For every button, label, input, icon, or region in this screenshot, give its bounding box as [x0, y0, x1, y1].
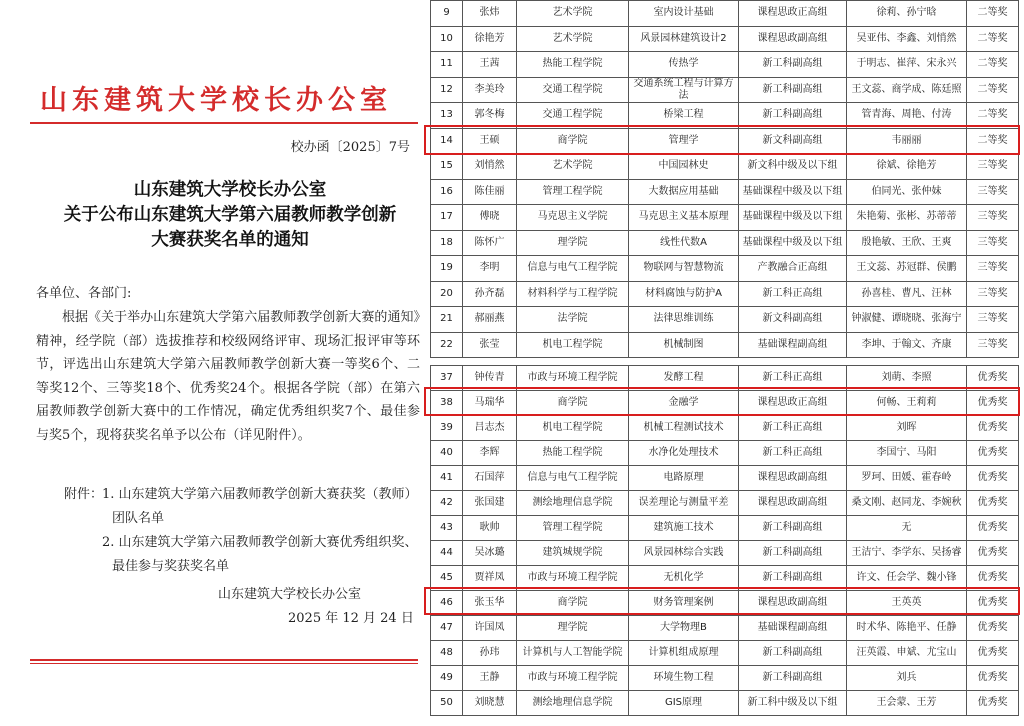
- cell-college: 市政与环境工程学院: [517, 366, 629, 391]
- table-row: [431, 307, 1019, 333]
- cell-college: 马克思主义学院: [517, 205, 629, 231]
- cell-college: 管理工程学院: [517, 516, 629, 541]
- cell-index: 49: [431, 666, 463, 691]
- cell-award: 二等奖: [967, 77, 1019, 103]
- cell-award: 优秀奖: [967, 491, 1019, 516]
- cell-award: 三等奖: [967, 256, 1019, 282]
- cell-name: 马瑞华: [463, 391, 517, 416]
- cell-name: 张炜: [463, 1, 517, 27]
- cell-course: 桥梁工程: [629, 103, 739, 129]
- cell-college: 艺术学院: [517, 154, 629, 180]
- cell-college: 信息与电气工程学院: [517, 466, 629, 491]
- cell-course: 风景园林综合实践: [629, 541, 739, 566]
- cell-group: 新工科正高组: [739, 366, 847, 391]
- cell-team: 李国宁、马阳: [847, 441, 967, 466]
- cell-name: 张国建: [463, 491, 517, 516]
- cell-group: 基础课程中级及以下组: [739, 179, 847, 205]
- cell-award: 优秀奖: [967, 566, 1019, 591]
- cell-group: 新工科正高组: [739, 441, 847, 466]
- body-paragraph: 根据《关于举办山东建筑大学第六届教师教学创新大赛的通知》精神，经学院（部）选拔推荐和校级网络评审、现场汇报评审等环节，评选出山东建筑大学第六届教师教学创新大赛一等奖6个、二等奖12个、三等奖18个、优秀奖24个。根据各学院（部）在第六届教师教学创新大赛中的工作情况，确定优秀组织奖7个、最佳参与奖5个，现将获奖名单予以公布（详见附件）。: [36, 310, 420, 443]
- cell-group: 新文科副高组: [739, 307, 847, 333]
- cell-course: 风景园林建筑设计2: [629, 26, 739, 52]
- cell-name: 钟传青: [463, 366, 517, 391]
- cell-team: 管青海、周艳、付涛: [847, 103, 967, 129]
- notice-title: [40, 178, 420, 253]
- cell-group: 新工科副高组: [739, 103, 847, 129]
- cell-group: 课程思政副高组: [739, 491, 847, 516]
- cell-index: 19: [431, 256, 463, 282]
- cell-course: 建筑施工技术: [629, 516, 739, 541]
- cell-team: 王会蒙、王芳: [847, 691, 967, 716]
- cell-course: 机械制图: [629, 332, 739, 358]
- cell-name: 李辉: [463, 441, 517, 466]
- cell-team: 钟淑健、谭晓晓、张海宁: [847, 307, 967, 333]
- cell-college: 建筑城规学院: [517, 541, 629, 566]
- table-row: [431, 416, 1019, 441]
- table-row: [431, 466, 1019, 491]
- cell-course: 物联网与智慧物流: [629, 256, 739, 282]
- cell-award: 二等奖: [967, 103, 1019, 129]
- cell-name: 李美玲: [463, 77, 517, 103]
- cell-group: 新工科副高组: [739, 666, 847, 691]
- cell-team: 王文蕊、商学成、陈廷照: [847, 77, 967, 103]
- cell-index: 22: [431, 332, 463, 358]
- cell-name: 耿帅: [463, 516, 517, 541]
- cell-group: 新工科正高组: [739, 281, 847, 307]
- cell-group: 课程思政副高组: [739, 466, 847, 491]
- cell-group: 课程思政正高组: [739, 1, 847, 27]
- table-row: [431, 1, 1019, 27]
- title-line-2: 关于公布山东建筑大学第六届教师教学创新: [63, 205, 397, 225]
- table-row: [431, 154, 1019, 180]
- signature-date: 2025 年 12 月 24 日: [288, 611, 414, 626]
- cell-team: 韦丽丽: [847, 128, 967, 154]
- cell-index: 15: [431, 154, 463, 180]
- cell-group: 新工科副高组: [739, 52, 847, 78]
- cell-index: 47: [431, 616, 463, 641]
- table-row: [431, 441, 1019, 466]
- cell-name: 徐艳芳: [463, 26, 517, 52]
- cell-course: 误差理论与测量平差: [629, 491, 739, 516]
- cell-college: 机电工程学院: [517, 332, 629, 358]
- cell-name: 王静: [463, 666, 517, 691]
- cell-college: 艺术学院: [517, 26, 629, 52]
- cell-name: 王硕: [463, 128, 517, 154]
- cell-index: 43: [431, 516, 463, 541]
- cell-index: 38: [431, 391, 463, 416]
- cell-award: 优秀奖: [967, 391, 1019, 416]
- cell-group: 新工科副高组: [739, 566, 847, 591]
- cell-college: 艺术学院: [517, 1, 629, 27]
- attachment-2-line-1: 2. 山东建筑大学第六届教师教学创新大赛优秀组织奖、: [102, 535, 418, 550]
- cell-college: 机电工程学院: [517, 416, 629, 441]
- cell-college: 法学院: [517, 307, 629, 333]
- cell-award: 三等奖: [967, 281, 1019, 307]
- cell-name: 贾祥凤: [463, 566, 517, 591]
- cell-index: 20: [431, 281, 463, 307]
- cell-college: 材料科学与工程学院: [517, 281, 629, 307]
- cell-award: 优秀奖: [967, 641, 1019, 666]
- cell-course: 法律思维训练: [629, 307, 739, 333]
- cell-award: 优秀奖: [967, 416, 1019, 441]
- cell-team: 徐莉、孙宁晗: [847, 1, 967, 27]
- attachment-1-line-1: 1. 山东建筑大学第六届教师教学创新大赛获奖（教师）: [102, 487, 418, 502]
- table-row: [431, 541, 1019, 566]
- cell-team: 时术华、陈艳平、任静: [847, 616, 967, 641]
- cell-name: 孙齐磊: [463, 281, 517, 307]
- cell-team: 刘兵: [847, 666, 967, 691]
- cell-course: 水净化处理技术: [629, 441, 739, 466]
- cell-name: 郭冬梅: [463, 103, 517, 129]
- cell-award: 优秀奖: [967, 666, 1019, 691]
- cell-name: 陈怀广: [463, 230, 517, 256]
- cell-course: 传热学: [629, 52, 739, 78]
- table-row: [431, 256, 1019, 282]
- table-row: [431, 281, 1019, 307]
- cell-index: 13: [431, 103, 463, 129]
- cell-award: 二等奖: [967, 26, 1019, 52]
- cell-award: 二等奖: [967, 1, 1019, 27]
- cell-award: 优秀奖: [967, 541, 1019, 566]
- cell-college: 热能工程学院: [517, 441, 629, 466]
- cell-course: 中国园林史: [629, 154, 739, 180]
- cell-index: 50: [431, 691, 463, 716]
- cell-index: 48: [431, 641, 463, 666]
- cell-college: 计算机与人工智能学院: [517, 641, 629, 666]
- cell-team: 王文蕊、苏冠群、侯鹏: [847, 256, 967, 282]
- cell-index: 39: [431, 416, 463, 441]
- cell-team: 徐斌、徐艳芳: [847, 154, 967, 180]
- cell-index: 16: [431, 179, 463, 205]
- cell-award: 三等奖: [967, 230, 1019, 256]
- cell-college: 交通工程学院: [517, 77, 629, 103]
- cell-award: 三等奖: [967, 154, 1019, 180]
- awards-table-bottom: [430, 365, 1019, 716]
- highlight-row-14: [424, 125, 1020, 155]
- cell-name: 张玉华: [463, 591, 517, 616]
- title-line-3: 大赛获奖名单的通知: [151, 230, 309, 250]
- cell-course: 材料腐蚀与防护A: [629, 281, 739, 307]
- cell-group: 新文科中级及以下组: [739, 154, 847, 180]
- document-number: 校办函〔2025〕7号: [290, 140, 410, 155]
- cell-team: 伯同光、张仲妹: [847, 179, 967, 205]
- cell-group: 基础课程中级及以下组: [739, 205, 847, 231]
- cell-award: 二等奖: [967, 128, 1019, 154]
- cell-award: 优秀奖: [967, 516, 1019, 541]
- letterhead: 山东建筑大学校长办公室: [40, 85, 392, 116]
- cell-course: 管理学: [629, 128, 739, 154]
- cell-name: 吴冰璐: [463, 541, 517, 566]
- cell-name: 王茜: [463, 52, 517, 78]
- letterhead-rule: [30, 122, 418, 124]
- table-row: [431, 205, 1019, 231]
- cell-course: 室内设计基础: [629, 1, 739, 27]
- cell-index: 18: [431, 230, 463, 256]
- cell-index: 12: [431, 77, 463, 103]
- footer-rule-top: [30, 659, 418, 661]
- cell-name: 刘晓慧: [463, 691, 517, 716]
- cell-group: 新工科中级及以下组: [739, 691, 847, 716]
- cell-college: 商学院: [517, 128, 629, 154]
- cell-index: 37: [431, 366, 463, 391]
- attachment-2-line-2: 最佳参与奖获奖名单: [112, 559, 230, 574]
- cell-group: 新工科副高组: [739, 516, 847, 541]
- cell-award: 三等奖: [967, 332, 1019, 358]
- cell-team: 无: [847, 516, 967, 541]
- cell-group: 基础课程副高组: [739, 332, 847, 358]
- table-row: [431, 641, 1019, 666]
- cell-award: 三等奖: [967, 205, 1019, 231]
- cell-college: 管理工程学院: [517, 179, 629, 205]
- table-row: [431, 26, 1019, 52]
- cell-index: 11: [431, 52, 463, 78]
- cell-name: 石国萍: [463, 466, 517, 491]
- cell-team: 刘萌、李照: [847, 366, 967, 391]
- table-row: [431, 230, 1019, 256]
- cell-course: 马克思主义基本原理: [629, 205, 739, 231]
- cell-name: 刘悄然: [463, 154, 517, 180]
- cell-course: 大数据应用基础: [629, 179, 739, 205]
- cell-course: 电路原理: [629, 466, 739, 491]
- cell-name: 傅晓: [463, 205, 517, 231]
- table-row: [431, 516, 1019, 541]
- cell-team: 王英英: [847, 591, 967, 616]
- highlight-row-46: [424, 587, 1020, 615]
- cell-index: 41: [431, 466, 463, 491]
- cell-team: 孙喜桂、曹凡、汪林: [847, 281, 967, 307]
- cell-college: 市政与环境工程学院: [517, 566, 629, 591]
- cell-award: 二等奖: [967, 52, 1019, 78]
- cell-team: 朱艳菊、张彬、苏蒂蒂: [847, 205, 967, 231]
- cell-course: GIS原理: [629, 691, 739, 716]
- cell-team: 何畅、王莉莉: [847, 391, 967, 416]
- cell-group: 课程思政正高组: [739, 391, 847, 416]
- cell-course: 发酵工程: [629, 366, 739, 391]
- cell-course: 财务管理案例: [629, 591, 739, 616]
- cell-team: 吴亚伟、李鑫、刘悄然: [847, 26, 967, 52]
- table-row: [431, 616, 1019, 641]
- cell-team: 汪英霞、申斌、尤宝山: [847, 641, 967, 666]
- cell-college: 交通工程学院: [517, 103, 629, 129]
- cell-college: 测绘地理信息学院: [517, 691, 629, 716]
- cell-group: 课程思政副高组: [739, 26, 847, 52]
- cell-college: 热能工程学院: [517, 52, 629, 78]
- cell-index: 42: [431, 491, 463, 516]
- cell-course: 无机化学: [629, 566, 739, 591]
- cell-name: 李明: [463, 256, 517, 282]
- table-row: [431, 77, 1019, 103]
- cell-team: 李坤、于翰文、齐康: [847, 332, 967, 358]
- cell-college: 理学院: [517, 616, 629, 641]
- cell-award: 优秀奖: [967, 366, 1019, 391]
- cell-course: 大学物理B: [629, 616, 739, 641]
- attachment-label: 附件：: [64, 487, 104, 502]
- cell-college: 信息与电气工程学院: [517, 256, 629, 282]
- cell-award: 优秀奖: [967, 691, 1019, 716]
- cell-team: 于明志、崔萍、宋永兴: [847, 52, 967, 78]
- cell-award: 优秀奖: [967, 591, 1019, 616]
- cell-name: 吕志杰: [463, 416, 517, 441]
- cell-award: 优秀奖: [967, 441, 1019, 466]
- cell-team: 许文、任会学、魏小锋: [847, 566, 967, 591]
- footer-rule-bottom: [30, 663, 418, 664]
- cell-award: 三等奖: [967, 179, 1019, 205]
- cell-index: 14: [431, 128, 463, 154]
- table-row: [431, 332, 1019, 358]
- cell-award: 优秀奖: [967, 616, 1019, 641]
- table-row: [431, 691, 1019, 716]
- cell-award: 优秀奖: [967, 466, 1019, 491]
- cell-course: 计算机组成原理: [629, 641, 739, 666]
- cell-college: 商学院: [517, 391, 629, 416]
- cell-index: 9: [431, 1, 463, 27]
- cell-course: 机械工程测试技术: [629, 416, 739, 441]
- salutation: 各单位、各部门:: [36, 286, 132, 301]
- cell-name: 孙玮: [463, 641, 517, 666]
- cell-index: 10: [431, 26, 463, 52]
- table-row: [431, 666, 1019, 691]
- cell-college: 商学院: [517, 591, 629, 616]
- cell-index: 45: [431, 566, 463, 591]
- cell-course: 交通系统工程与计算方法: [629, 77, 739, 103]
- cell-index: 40: [431, 441, 463, 466]
- cell-index: 44: [431, 541, 463, 566]
- cell-award: 三等奖: [967, 307, 1019, 333]
- cell-team: 王洁宁、李学东、吴扬睿: [847, 541, 967, 566]
- table-row: [431, 179, 1019, 205]
- cell-group: 产教融合正高组: [739, 256, 847, 282]
- cell-team: 罗珂、田媛、霍春岭: [847, 466, 967, 491]
- cell-college: 理学院: [517, 230, 629, 256]
- cell-team: 桑文刚、赵同龙、李婉秋: [847, 491, 967, 516]
- cell-course: 环境生物工程: [629, 666, 739, 691]
- title-line-1: 山东建筑大学校长办公室: [133, 180, 327, 200]
- table-row: [431, 491, 1019, 516]
- cell-group: 新工科正高组: [739, 416, 847, 441]
- signature-org: 山东建筑大学校长办公室: [218, 587, 362, 602]
- cell-course: 线性代数A: [629, 230, 739, 256]
- cell-group: 新工科副高组: [739, 641, 847, 666]
- cell-name: 张莹: [463, 332, 517, 358]
- highlight-row-38: [424, 387, 1020, 416]
- cell-index: 17: [431, 205, 463, 231]
- cell-group: 新工科副高组: [739, 541, 847, 566]
- cell-group: 课程思政副高组: [739, 591, 847, 616]
- cell-index: 21: [431, 307, 463, 333]
- cell-group: 新文科副高组: [739, 128, 847, 154]
- cell-group: 基础课程副高组: [739, 616, 847, 641]
- cell-group: 新工科副高组: [739, 77, 847, 103]
- table-row: [431, 52, 1019, 78]
- cell-name: 陈佳丽: [463, 179, 517, 205]
- attachment-1-line-2: 团队名单: [112, 511, 165, 526]
- awards-table-top: [430, 0, 1019, 358]
- cell-team: 殷艳敏、王欣、王爽: [847, 230, 967, 256]
- cell-college: 市政与环境工程学院: [517, 666, 629, 691]
- cell-group: 基础课程中级及以下组: [739, 230, 847, 256]
- cell-name: 许国凤: [463, 616, 517, 641]
- cell-name: 郝丽燕: [463, 307, 517, 333]
- cell-college: 测绘地理信息学院: [517, 491, 629, 516]
- cell-course: 金融学: [629, 391, 739, 416]
- cell-team: 刘晖: [847, 416, 967, 441]
- cell-index: 46: [431, 591, 463, 616]
